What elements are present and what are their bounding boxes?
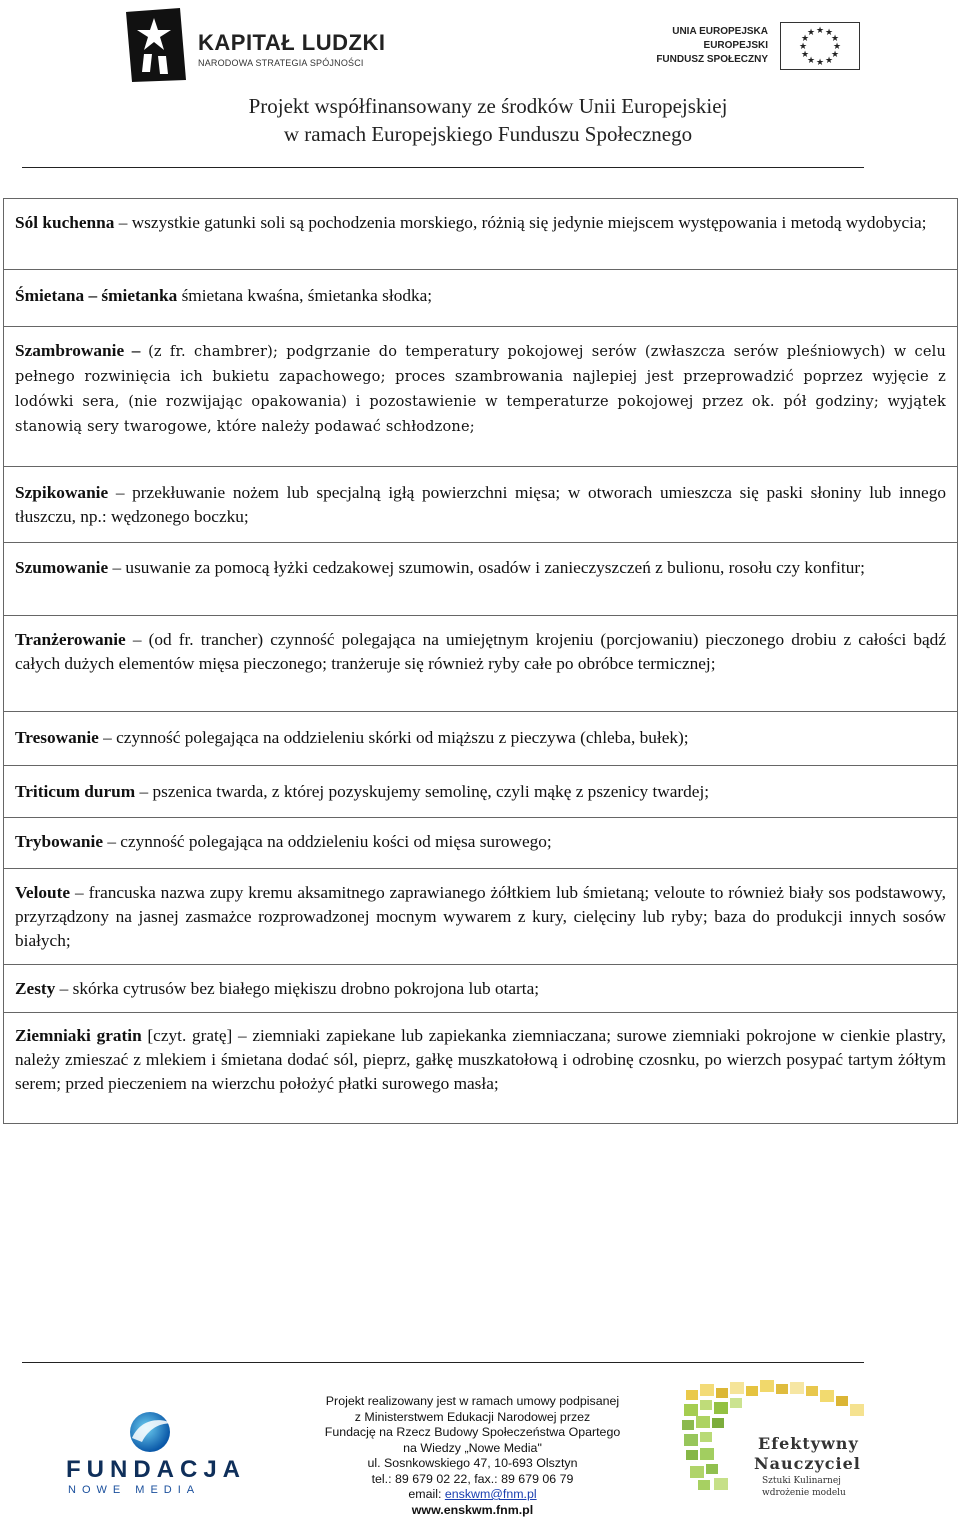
footer-address: ul. Sosnkowskiego 47, 10-693 Olsztyn (300, 1456, 645, 1472)
project-line-1: Projekt współfinansowany ze środków Unii Europejskiej (0, 94, 960, 119)
glossary-table (3, 198, 958, 1124)
footer-phone: tel.: 89 679 02 22, fax.: 89 679 06 79 (300, 1472, 645, 1488)
efektywny-nauczyciel-logo (680, 1380, 900, 1510)
svg-text:★: ★ (807, 28, 815, 38)
glossary-entry: Tresowanie – czynność polegająca na oddzieleniu skórki od miąższu z pieczywa (chleba, bułek); (4, 712, 957, 766)
glossary-entry: Veloute – francuska nazwa zupy kremu aksamitnego zaprawianego żółtkiem lub śmietaną; veloute to również biały sos podstawowy, przyrządzony na jasnej zasmażce rozprowadzonej mocnym wywarem z kury, cielęciny lub ryby; baza do produkcji innych sosów białych; (4, 869, 957, 965)
svg-text:★: ★ (825, 56, 833, 66)
email-link[interactable]: enskwm@fnm.pl (445, 1487, 537, 1501)
glossary-entry: Szambrowanie – (z fr. chambrer); podgrzanie do temperatury pokojowej serów (zwłaszcza serów pleśniowych) w celu pełnego rozwinięcia ich bukietu zapachowego; proces szambrowania najlepiej jest przeprowadzić poprzez wyjęcie z lodówki sera, (nie rozwijając opakowania) i pozostawienie w temperaturze pokojowej przez ok. pół godziny; wyjątek stanowią sery twarogowe, które należy podawać schłodzone; (4, 327, 957, 467)
footer-line-1: Projekt realizowany jest w ramach umowy podpisanej (300, 1394, 645, 1410)
glossary-entry: Ziemniaki gratin [czyt. gratę] – ziemniaki zapiekane lub zapiekanka ziemniaczana; surowe ziemniaki pokrojone w cienkie plastry, należy zmieszać z mlekiem i śmietana dodać sól, pieprz, gałkę muszkatołową i odrobinę czosnku, po wierzch posypać tartym żółtym serem; przed pieczeniem na wierzchu położyć płatki surowego masła; (4, 1013, 957, 1124)
footer-email-row: email: enskwm@fnm.pl (300, 1487, 645, 1503)
glossary-entry: Szpikowanie – przekłuwanie nożem lub specjalną igłą powierzchni mięsa; w otworach umieszcza się paski słoniny lub innego tłuszczu, np.: wędzonego boczku; (4, 467, 957, 543)
fundacja-word: FUNDACJA (66, 1456, 246, 1484)
svg-text:★: ★ (816, 58, 824, 68)
svg-text:★: ★ (825, 28, 833, 38)
kapital-ludzki-emblem-icon (124, 6, 194, 84)
svg-text:★: ★ (833, 42, 841, 52)
footer-divider (22, 1362, 864, 1363)
svg-text:★: ★ (801, 50, 809, 60)
glossary-entry: Śmietana – śmietanka śmietana kwaśna, śmietanka słodka; (4, 270, 957, 327)
svg-text:★: ★ (831, 50, 839, 60)
svg-text:★: ★ (799, 42, 807, 52)
glossary-entry: Sól kuchenna – wszystkie gatunki soli są pochodzenia morskiego, różnią się jedynie miejscem występowania i metodą wydobycia; (4, 199, 957, 270)
fundacja-wave-icon (124, 1408, 184, 1454)
nauczyciel-word: Nauczyciel (754, 1454, 861, 1473)
footer-line-2: z Ministerstwem Edukacji Narodowej przez (300, 1410, 645, 1426)
efektywny-word: Efektywny (758, 1434, 859, 1453)
kapital-ludzki-title: KAPITAŁ LUDZKI (198, 30, 385, 56)
eu-logo (660, 22, 860, 72)
svg-text:★: ★ (831, 34, 839, 44)
nowe-media-word: NOWE MEDIA (68, 1484, 200, 1496)
svg-text:★: ★ (816, 26, 824, 36)
eu-flag-icon (780, 22, 860, 70)
glossary-entry: Trybowanie – czynność polegająca na oddzieleniu kości od mięsa surowego; (4, 818, 957, 869)
eu-line-3: FUNDUSZ SPOŁECZNY (656, 54, 768, 65)
sztuki-kulinarnej-text: Sztuki Kulinarnej (762, 1476, 841, 1486)
glossary-entry: Zesty – skórka cytrusów bez białego miękiszu drobno pokrojona lub otarta; (4, 965, 957, 1013)
kapital-ludzki-subtitle: NARODOWA STRATEGIA SPÓJNOŚCI (198, 58, 364, 68)
fundacja-nowe-media-logo (66, 1408, 246, 1498)
glossary-entry: Triticum durum – pszenica twarda, z której pozyskujemy semolinę, czyli mąkę z pszenicy twardej; (4, 766, 957, 818)
eu-line-1: UNIA EUROPEJSKA (672, 26, 768, 37)
project-line-2: w ramach Europejskiego Funduszu Społecznego (0, 122, 960, 147)
footer-line-3: Fundację na Rzecz Budowy Społeczeństwa Opartego (300, 1425, 645, 1441)
svg-text:★: ★ (807, 56, 815, 66)
footer-line-4: na Wiedzy „Nowe Media" (300, 1441, 645, 1457)
eu-line-2: EUROPEJSKI (704, 40, 768, 51)
wdrozenie-modelu-text: wdrożenie modelu (762, 1488, 846, 1498)
kapital-ludzki-logo (124, 6, 384, 84)
header-divider (22, 167, 864, 168)
footer-contact (300, 1394, 645, 1518)
glossary-entry: Tranżerowanie – (od fr. trancher) czynność polegająca na umiejętnym krojeniu (porcjowaniu) pieczonego drobiu z całości bądź całych dużych elementów mięsa pieczonego; tranżeruje się również ryby całe po obróbce termicznej; (4, 616, 957, 712)
svg-text:★: ★ (801, 34, 809, 44)
website-link[interactable]: www.enskwm.fnm.pl (300, 1503, 645, 1518)
glossary-entry: Szumowanie – usuwanie za pomocą łyżki cedzakowej szumowin, osadów i zanieczyszczeń z bulionu, rosołu czy konfitur; (4, 543, 957, 616)
